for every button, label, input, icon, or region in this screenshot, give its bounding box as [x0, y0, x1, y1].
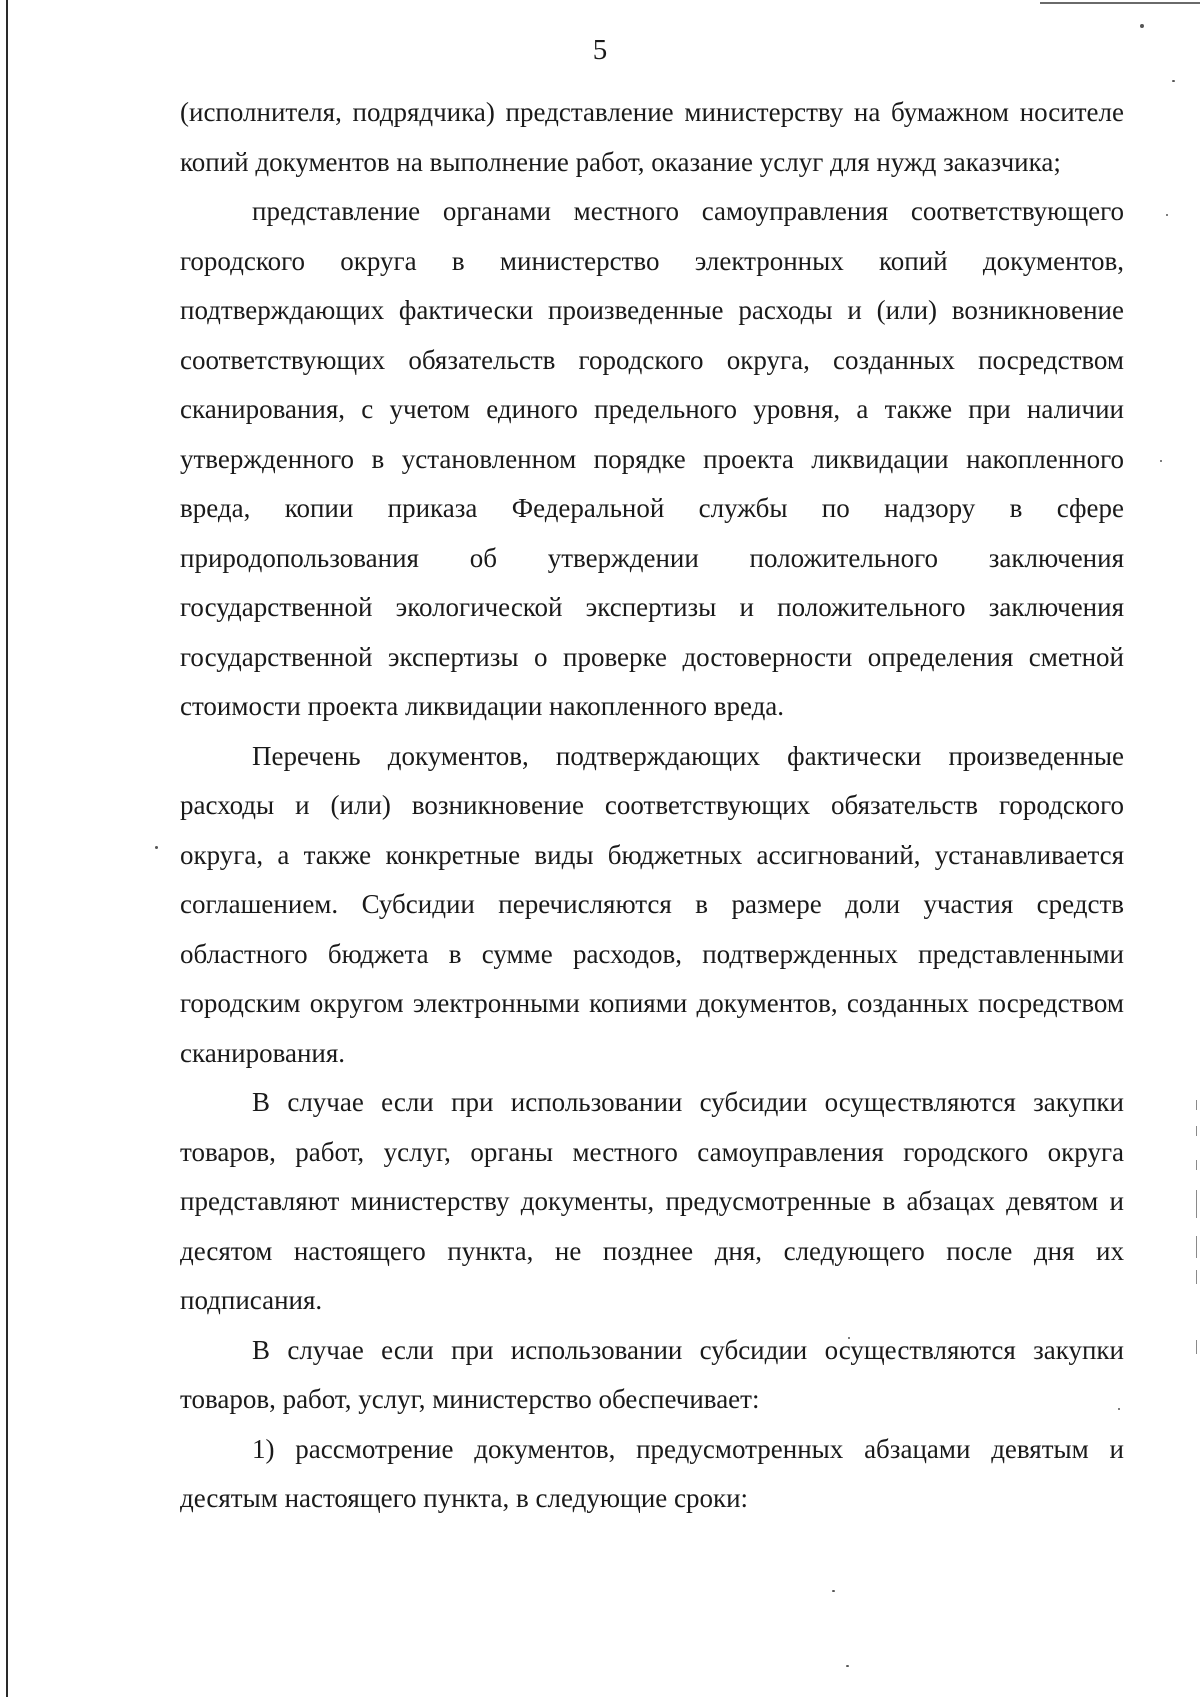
scan-margin-mark [1196, 1126, 1197, 1136]
paragraph: В случае если при использовании субсидии осуществляются закупки товаров, работ, услуг, министерство обеспечивает: [180, 1334, 1124, 1414]
scan-speck [1166, 214, 1168, 216]
page-number: 5 [592, 34, 608, 66]
scan-speck [1172, 80, 1175, 82]
scan-speck [846, 1665, 849, 1667]
scan-margin-mark [1196, 1340, 1197, 1354]
scan-margin-mark [1196, 1100, 1197, 1110]
scan-left-edge-line [6, 0, 8, 1697]
scan-margin-mark [1196, 1236, 1197, 1258]
scan-margin-mark [1196, 1190, 1197, 1218]
scan-speck [1140, 24, 1144, 28]
scan-speck [155, 846, 158, 849]
document-body [180, 88, 1124, 1524]
list-item-paragraph: 1) рассмотрение документов, предусмотренных абзацами девятым и десятым настоящего пункта, в следующие сроки: [180, 1433, 1124, 1513]
scan-speck [832, 1590, 835, 1592]
paragraph-continuation: (исполнителя, подрядчика) представление министерству на бумажном носителе копий документов на выполнение работ, оказание услуг для нужд заказчика; [180, 97, 1124, 177]
scan-speck [1160, 460, 1162, 462]
paragraph: Перечень документов, подтверждающих фактически произведенные расходы и (или) возникновение соответствующих обязательств городского округа, а также конкретные виды бюджетных ассигнований, устанавливается соглашением. Субсидии перечисляются в размере доли участия средств областного бюджета в сумме расходов, подтвержденных представленными городским округом электронными копиями документов, созданных посредством сканирования. [180, 740, 1124, 1068]
scan-top-rule [1040, 2, 1200, 4]
scan-margin-mark [1196, 1160, 1197, 1170]
paragraph: В случае если при использовании субсидии осуществляются закупки товаров, работ, услуг, органы местного самоуправления городского округа представляют министерству документы, предусмотренные в абзацах девятом и десятом настоящего пункта, не позднее дня, следующего после дня их подписания. [180, 1087, 1124, 1315]
paragraph: представление органами местного самоуправления соответствующего городского округа в министерство электронных копий документов, подтверждающих фактически произведенные расходы и (или) возникновение соответствующих обязательств городского округа, созданных посредством сканирования, с учетом единого предельного уровня, а также при наличии утвержденного в установленном порядке проекта ликвидации накопленного вреда, копии приказа Федеральной службы по надзору в сфере природопользования об утверждении положительного заключения государственной экологической экспертизы и положительного заключения государственной экспертизы о проверке достоверности определения сметной стоимости проекта ликвидации накопленного вреда. [180, 196, 1124, 721]
scan-margin-mark [1196, 1270, 1197, 1284]
